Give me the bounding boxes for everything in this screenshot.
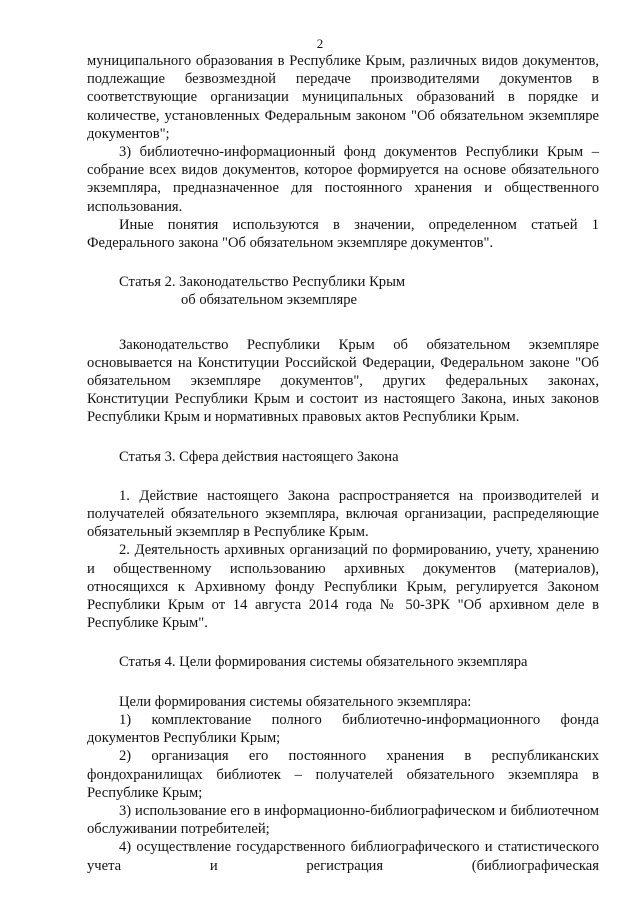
article-3-paragraph-2: 2. Деятельность архивных организаций по формированию, учету, хранению и общественному использованию архивных документов (материалов), относящихся к Архивному фонду Республики Крым, регулируется Законом Республики Крым от 14 августа 2014 года № 50-ЗРК "Об архивном деле в Республике Крым". — [87, 542, 599, 632]
article-2-title — [87, 273, 599, 309]
article-4-item-1: 1) комплектование полного библиотечно-информационного фонда документов Республики Крым; — [87, 711, 599, 747]
article-3-title: Статья 3. Сфера действия настоящего Закона — [119, 448, 399, 465]
article-4-title: Статья 4. Цели формирования системы обязательного экземпляра — [119, 654, 528, 671]
paragraph-other-terms: Иные понятия используются в значении, определенном статьей 1 Федерального закона "Об обязательном экземпляре документов". — [87, 216, 599, 252]
article-4-intro: Цели формирования системы обязательного экземпляра: — [119, 693, 472, 710]
paragraph-continuation: муниципального образования в Республике Крым, различных видов документов, подлежащие безвозмездной передаче производителями документов в соответствующие организации муниципальных образований в порядке и количестве, установленных Федеральным законом "Об обязательном экземпляре документов"; — [87, 53, 599, 142]
article-4-item-3: 3) использование его в информационно-библиографическом и библиотечном обслуживании потребителей; — [87, 802, 599, 838]
article-2-title-line-1: Статья 2. Законодательство Республики Крым — [119, 274, 406, 291]
article-4-item-2: 2) организация его постоянного хранения в республиканских фондохранилищах библиотек – получателей обязательного экземпляра в Республике Крым; — [87, 748, 599, 801]
definition-item-3: 3) библиотечно-информационный фонд документов Республики Крым – собрание всех видов документов, которое формируется на основе обязательного экземпляра, предназначенное для постоянного хранения и общественного использования. — [87, 144, 599, 215]
article-2-title-line-2: об обязательном экземпляре — [181, 292, 358, 309]
document-body — [87, 52, 599, 875]
article-3-paragraph-1: 1. Действие настоящего Закона распространяется на производителей и получателей обязательного экземпляра, включая организации, распределяющие обязательный экземпляр в Республике Крым. — [87, 487, 599, 541]
article-2-paragraph: Законодательство Республики Крым об обязательном экземпляре основывается на Конституции Российской Федерации, Федеральном законе "Об обязательном экземпляре документов", других федеральных законах, Конституции Республики Крым и состоит из настоящего Закона, иных законов Республики Крым и нормативных правовых актов Республики Крым. — [87, 336, 599, 426]
article-4-item-4: 4) осуществление государственного библиографического и статистического учета и регистрация (библиографическая — [87, 839, 599, 874]
page-number: 2 — [316, 36, 324, 51]
